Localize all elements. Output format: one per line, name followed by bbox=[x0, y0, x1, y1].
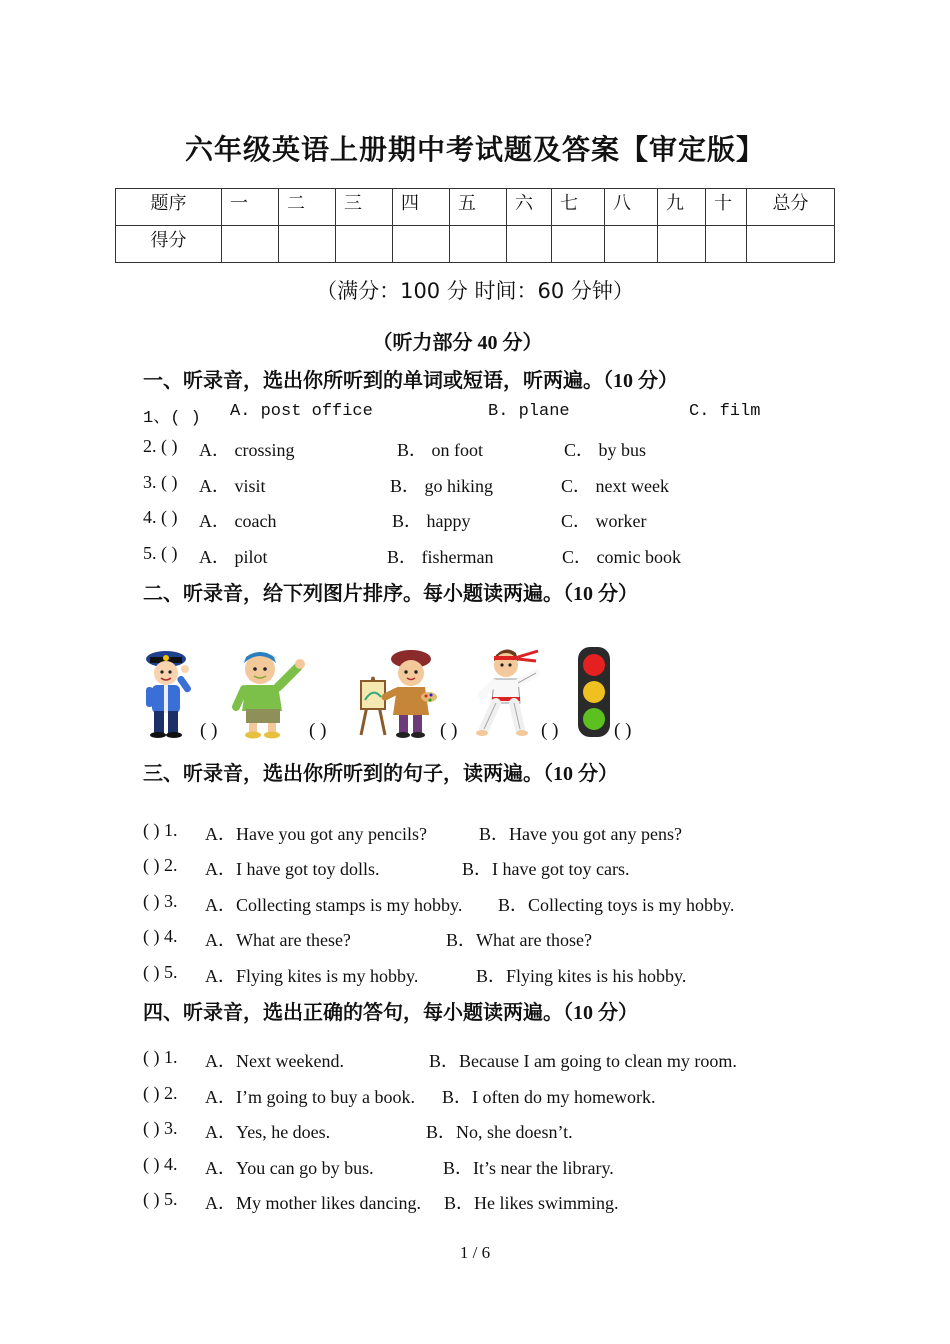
score-table-cell: 二 bbox=[279, 189, 336, 226]
option-a: A．Next weekend. bbox=[205, 1051, 344, 1071]
answer-blank[interactable]: ( ) bbox=[440, 720, 458, 741]
question-number: ( ) 3. bbox=[143, 1118, 178, 1138]
option-a: A．Collecting stamps is my hobby. bbox=[205, 895, 463, 915]
score-table-cell: 七 bbox=[552, 189, 605, 226]
option-a: A． visit bbox=[199, 476, 266, 496]
option-a: A． coach bbox=[199, 511, 277, 531]
karate-kid-icon bbox=[472, 645, 542, 740]
score-table-cell: 六 bbox=[507, 189, 552, 226]
section-2-heading bbox=[143, 577, 638, 606]
question-number: 1、( ) bbox=[143, 409, 201, 428]
answer-blank[interactable]: ( ) bbox=[200, 720, 218, 741]
option-b: B. plane bbox=[488, 402, 570, 421]
section-title: 三、听录音，选出你所听到的句子，读两遍。 bbox=[143, 761, 543, 785]
score-table-cell: 一 bbox=[222, 189, 279, 226]
score-input-cell[interactable] bbox=[450, 226, 507, 263]
question-number: ( ) 5. bbox=[143, 1189, 178, 1209]
score-table-cell: 十 bbox=[706, 189, 747, 226]
option-b: B．Because I am going to clean my room. bbox=[429, 1051, 737, 1071]
section-points: （10 分） bbox=[563, 1002, 638, 1024]
question-number: ( ) 2. bbox=[143, 1083, 178, 1103]
option-c: C. film bbox=[689, 402, 761, 421]
score-table-cell: 得分 bbox=[116, 226, 222, 263]
score-input-cell[interactable] bbox=[706, 226, 747, 263]
option-a: A． pilot bbox=[199, 547, 268, 567]
option-b: B． happy bbox=[392, 511, 471, 531]
option-b: B．Collecting toys is my hobby. bbox=[498, 895, 735, 915]
listening-part-heading: （听力部分 40 分） bbox=[372, 332, 543, 354]
option-a: A．Flying kites is my hobby. bbox=[205, 966, 419, 986]
question-number: 3. ( ) bbox=[143, 472, 178, 492]
answer-blank[interactable]: ( ) bbox=[614, 720, 632, 741]
score-table-cell: 四 bbox=[393, 189, 450, 226]
painter-icon bbox=[355, 645, 440, 740]
question-number: ( ) 5. bbox=[143, 962, 178, 982]
option-b: B．No, she doesn’t. bbox=[426, 1122, 573, 1142]
option-b: B． go hiking bbox=[390, 476, 494, 496]
score-input-cell[interactable] bbox=[507, 226, 552, 263]
score-input-cell[interactable] bbox=[279, 226, 336, 263]
score-table-cell: 九 bbox=[658, 189, 706, 226]
option-a: A．What are these? bbox=[205, 930, 351, 950]
traffic-light-icon bbox=[576, 645, 612, 740]
page-number: 1 / 6 bbox=[459, 1243, 491, 1262]
score-input-cell[interactable] bbox=[552, 226, 605, 263]
option-b: B．I often do my homework. bbox=[442, 1087, 656, 1107]
score-table-cell: 总分 bbox=[747, 189, 835, 226]
option-b: B． on foot bbox=[397, 440, 484, 460]
section-points: （10 分） bbox=[563, 583, 638, 605]
question-number: ( ) 1. bbox=[143, 1047, 178, 1067]
score-input-cell[interactable] bbox=[658, 226, 706, 263]
option-a: A．You can go by bus. bbox=[205, 1158, 374, 1178]
boy-waving-icon bbox=[232, 645, 307, 740]
score-input-cell[interactable] bbox=[336, 226, 393, 263]
option-b: B．Flying kites is his hobby. bbox=[476, 966, 687, 986]
police-officer-icon bbox=[140, 645, 202, 740]
score-input-cell[interactable] bbox=[393, 226, 450, 263]
option-c: C． by bus bbox=[564, 440, 647, 460]
section-points: （10 分） bbox=[543, 763, 618, 785]
score-table bbox=[115, 188, 835, 263]
option-a: A．I have got toy dolls. bbox=[205, 859, 380, 879]
option-a: A．Have you got any pencils? bbox=[205, 824, 427, 844]
exam-meta: （满分：100 分 时间：60 分钟） bbox=[316, 279, 634, 303]
option-a: A．My mother likes dancing. bbox=[205, 1193, 421, 1213]
score-table-score-row bbox=[116, 226, 835, 263]
option-a: A． crossing bbox=[199, 440, 295, 460]
question-number: ( ) 3. bbox=[143, 891, 178, 911]
section-1-heading bbox=[143, 364, 678, 393]
section-4-heading bbox=[143, 996, 638, 1025]
score-input-cell[interactable] bbox=[222, 226, 279, 263]
question-number: 2. ( ) bbox=[143, 436, 178, 456]
section-title: 一、听录音，选出你所听到的单词或短语，听两遍。 bbox=[143, 368, 603, 392]
score-input-cell[interactable] bbox=[747, 226, 835, 263]
option-c: C． next week bbox=[561, 476, 669, 496]
section-3-heading bbox=[143, 757, 618, 786]
option-a: A. post office bbox=[230, 402, 373, 421]
option-a: A．I’m going to buy a book. bbox=[205, 1087, 415, 1107]
section-points: （10 分） bbox=[603, 370, 678, 392]
score-input-cell[interactable] bbox=[605, 226, 658, 263]
section-title: 四、听录音，选出正确的答句，每小题读两遍。 bbox=[143, 1000, 563, 1024]
score-table-cell: 三 bbox=[336, 189, 393, 226]
option-c: C． worker bbox=[561, 511, 647, 531]
question-number: ( ) 1. bbox=[143, 820, 178, 840]
section-title: 二、听录音，给下列图片排序。每小题读两遍。 bbox=[143, 581, 563, 605]
question-number: ( ) 4. bbox=[143, 926, 178, 946]
option-b: B．He likes swimming. bbox=[444, 1193, 619, 1213]
question-number: ( ) 2. bbox=[143, 855, 178, 875]
question-number: 5. ( ) bbox=[143, 543, 178, 563]
score-table-cell: 题序 bbox=[116, 189, 222, 226]
option-b: B．I have got toy cars. bbox=[462, 859, 630, 879]
option-b: B．Have you got any pens? bbox=[479, 824, 682, 844]
score-table-cell: 八 bbox=[605, 189, 658, 226]
option-a: A．Yes, he does. bbox=[205, 1122, 331, 1142]
score-table-header-row bbox=[116, 189, 835, 226]
score-table-cell: 五 bbox=[450, 189, 507, 226]
answer-blank[interactable]: ( ) bbox=[541, 720, 559, 741]
option-c: C． comic book bbox=[562, 547, 681, 567]
option-b: B． fisherman bbox=[387, 547, 494, 567]
option-b: B．It’s near the library. bbox=[443, 1158, 614, 1178]
page-title: 六年级英语上册期中考试题及答案【审定版】 bbox=[184, 133, 765, 166]
option-b: B．What are those? bbox=[446, 930, 592, 950]
question-number: 4. ( ) bbox=[143, 507, 178, 527]
question-number: ( ) 4. bbox=[143, 1154, 178, 1174]
answer-blank[interactable]: ( ) bbox=[309, 720, 327, 741]
